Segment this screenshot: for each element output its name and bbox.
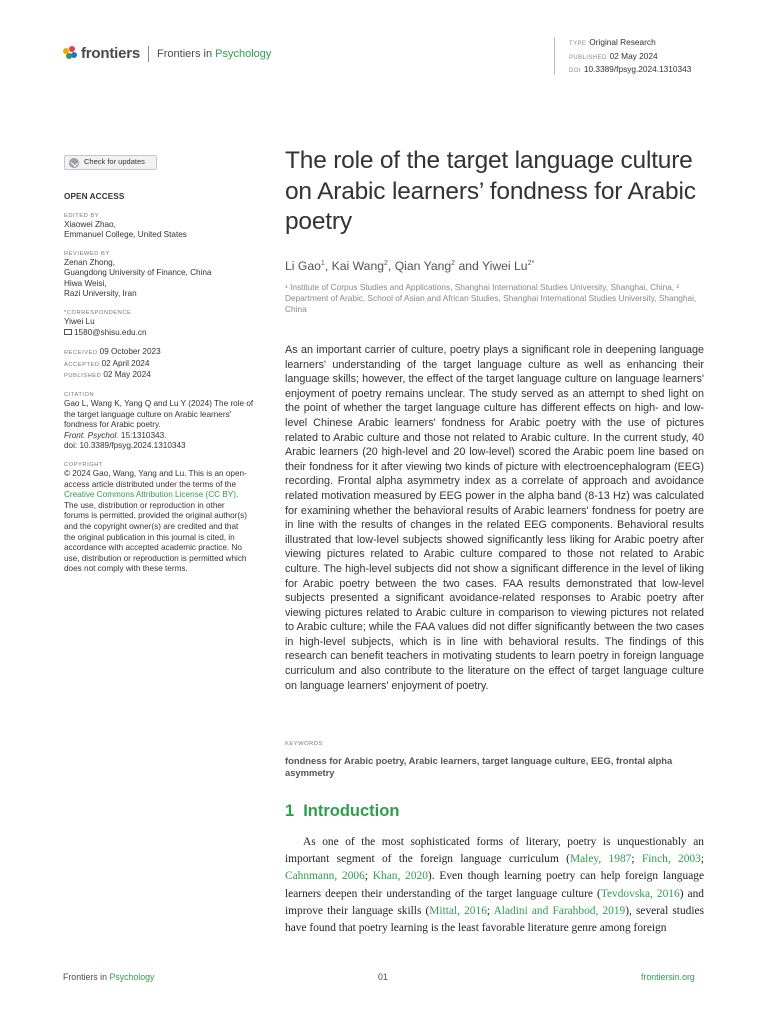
article-sidebar — [64, 155, 264, 575]
page-number: 01 — [378, 972, 388, 982]
copyright-label: COPYRIGHT — [64, 462, 103, 468]
affiliations: ¹ Institute of Corpus Studies and Applications, Shanghai International Studies University, Shanghai, China, ² Department of Arabic, School of Asian and African Studies, Shanghai International Studies University, Shanghai, China — [285, 282, 697, 315]
author-list: Li Gao$^1$, Kai Wang$^2$, Qian Yang$^2$ and Yiwei $Lu^{2*}$ — [285, 259, 535, 273]
citation-link[interactable]: Finch, 2003 — [641, 853, 701, 866]
author[interactable]: Yiwei $Lu^{2*}$ — [481, 259, 535, 273]
keywords: fondness for Arabic poetry, Arabic learners, target language culture, EEG, frontal alpha asymmetry — [285, 755, 673, 778]
copyright: © 2024 Gao, Wang, Yang and Lu. This is an open-access article distributed under the terms of the Creative Commons Attribution License (CC BY). The use, distribution or reproduction in other forums is permitted, provided the original author(s) and the copyright owner(s) are credited and that the original publication in this journal is cited, in accordance with accepted academic practice. No use, distribution or reproduction is permitted which does not comply with these terms. — [64, 469, 247, 574]
frontiers-logo-icon — [63, 46, 77, 62]
footer-journal[interactable]: Frontiers in Psychology — [63, 972, 155, 982]
article-title: The role of the target language culture on Arabic learners’ fondness for Arabic poetry — [285, 147, 696, 235]
meta-type: TYPE Original Research — [569, 37, 656, 47]
header-divider — [148, 46, 149, 62]
open-access-label: OPEN ACCESS — [64, 192, 125, 201]
correspondence: Yiwei Lu 1580@shisu.edu.cn — [64, 317, 264, 338]
citation-label: CITATION — [64, 392, 95, 399]
introduction-paragraph: As one of the most sophisticated forms of literary, poetry is unquestionably an important segment of the foreign language curriculum (Maley, 1987; Finch, 2003; Cahnmann, 2006; Khan, 2020). Even though learning poetry can help foreign language learners deepen their understanding of the target language culture (Tevdovska, 2016) and improve their language skills (Mittal, 2016; Aladini and Farahbod, 2019), several studies have found that poetry learning is the least favorable literature genre among foreign — [285, 836, 705, 935]
footer-site-link[interactable]: frontiersin.org — [641, 972, 695, 982]
author[interactable]: Li Gao$^1$ — [285, 259, 325, 273]
reviewed-by: Zenan Zhong, Guangdong University of Finance, China Hiwa Weisi, Razi University, Iran — [64, 257, 212, 299]
cc-license-link[interactable]: Creative Commons Attribution License (CC BY) — [64, 490, 237, 500]
frontiers-logo[interactable] — [63, 45, 271, 62]
author[interactable]: Qian Yang$^2$ — [394, 259, 456, 273]
citation-link[interactable]: Khan, 2020 — [372, 870, 428, 883]
brand-name: frontiers — [81, 45, 141, 62]
keywords-label: KEYWORDS — [285, 741, 323, 747]
reviewed-by-label: REVIEWED BY — [64, 250, 110, 257]
citation-link[interactable]: Maley, 1987 — [569, 853, 632, 866]
citation-link[interactable]: Aladini and Farahbod, 2019 — [493, 904, 626, 917]
author[interactable]: Kai Wang$^2$ — [331, 259, 388, 273]
citation-link[interactable]: Mittal, 2016 — [429, 904, 487, 917]
journal-name[interactable]: Frontiers in Psychology — [157, 47, 272, 60]
page-header — [63, 37, 703, 82]
citation-link[interactable]: Tevdovska, 2016 — [600, 887, 680, 900]
edited-by-label: EDITED BY — [64, 212, 100, 219]
citation: Gao L, Wang K, Yang Q and Lu Y (2024) The role of the target language culture on Arabic learners' fondness for Arabic poetry. Front. Psychol. 15:1310343. doi: 10.3389/fpsyg.2024.1310343 — [64, 399, 254, 451]
section-heading-introduction: 1 Introduction — [285, 802, 400, 820]
check-updates-button[interactable]: Check for updates — [64, 155, 157, 170]
check-icon — [69, 158, 79, 168]
mail-icon — [64, 329, 72, 335]
meta-doi[interactable]: DOI 10.3389/fpsyg.2024.1310343 — [569, 64, 692, 74]
correspondence-email[interactable]: 1580@shisu.edu.cn — [64, 328, 264, 339]
correspondence-label: *CORRESPONDENCE — [64, 310, 132, 317]
edited-by: Xiaowei Zhao, Emmanuel College, United States — [64, 219, 187, 240]
abstract: As an important carrier of culture, poetry plays a significant role in deepening language learners' understanding of the target language culture as well as enhancing their language skills; however, the effect of the target language culture on language learners' enjoyment of poetry remains unclear. The study served as an attempt to shed light on the point of whether the target language culture has different effects on high- and low-level Chinese Arabic learners' fondness for Arabic poetry with the use of pictures related to Arabic culture and those not related to Arabic culture. In the current study, 40 Arabic learners (20 high-level and 20 low-level) scored the Arabic poem line based on their fondness for it after viewing two kinds of picture with electroencephalogram (EEG) recording. Frontal alpha asymmetry index as a correlate of approach and avoidance related motivation measured by EEG power in the alpha band (8-13 Hz) was calculated for examining whether the behavioral results of Arabic learners' fondness for poetry are in line with the results of changes in the related EEG components. Behavioral results illustrated that low-level subjects showed significantly less liking for Arabic poetry after viewing pictures related to Arabic culture compared to those not related to Arabic culture. The high-level subjects did not show a significant difference in the level of liking for Arabic poetry between the two cases. FAA results demonstrated that low-level subjects presented a significant avoidance-related responses to Arabic poetry after viewing pictures related to Arabic culture in comparison to viewing pictures not related to Arabic culture; while the FAA values did not differ significantly between the two cases in high-level subjects, which is in line with behavioral results. The findings of this research can benefit teachers in motivating students to learn poetry in foreign language curriculum and also contribute to the literature on the effect of target language culture on language learners' enjoyment of poetry. — [285, 344, 704, 692]
citation-link[interactable]: Cahnmann, 2006 — [285, 870, 365, 883]
meta-published: PUBLISHED 02 May 2024 — [569, 50, 658, 61]
dates: RECEIVED 09 October 2023 ACCEPTED 02 April 2024 PUBLISHED 02 May 2024 — [64, 347, 161, 380]
article-meta — [554, 37, 691, 75]
